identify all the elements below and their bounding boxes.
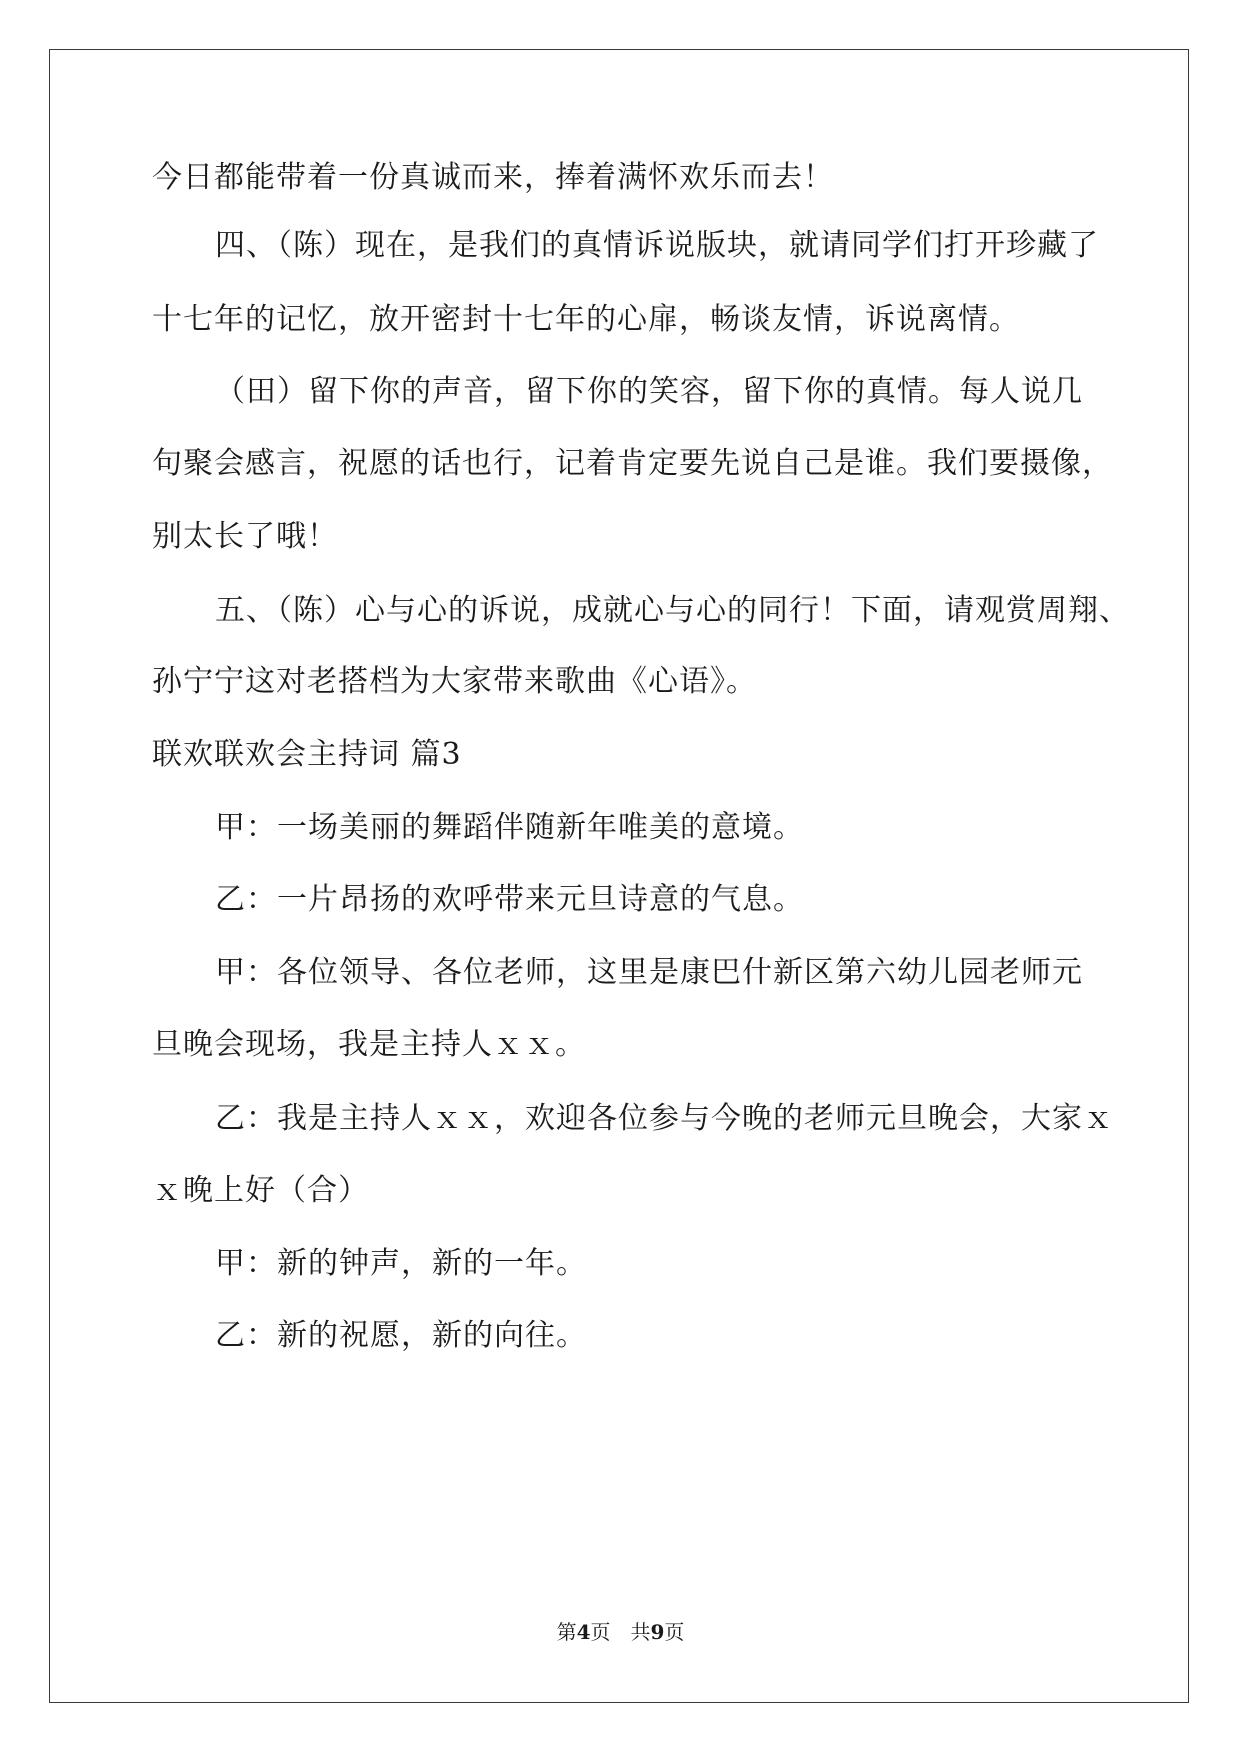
current-page-number: 4 xyxy=(576,1620,591,1644)
body-line: 五、（陈）心与心的诉说，成就心与心的同行！下面，请观赏周翔、 xyxy=(215,593,1130,628)
body-line: 今日都能带着一份真诚而来，捧着满怀欢乐而去！ xyxy=(152,160,834,195)
body-line: 甲：新的钟声，新的一年。 xyxy=(215,1246,587,1281)
body-line: 孙宁宁这对老搭档为大家带来歌曲《心语》。 xyxy=(152,664,757,699)
page-footer xyxy=(0,1620,1241,1644)
body-line: 句聚会感言，祝愿的话也行，记着肯定要先说自己是谁。我们要摄像， xyxy=(152,446,1113,481)
footer-suffix: 页 xyxy=(664,1620,685,1644)
section-heading: 联欢联欢会主持词 篇3 xyxy=(152,737,462,772)
body-line: 乙：一片昂扬的欢呼带来元旦诗意的气息。 xyxy=(215,882,804,917)
total-pages-number: 9 xyxy=(650,1620,665,1644)
body-line: ｘ晚上好（合） xyxy=(152,1173,369,1208)
body-line: 乙：新的祝愿，新的向往。 xyxy=(215,1318,587,1353)
body-line: 甲：各位领导、各位老师，这里是康巴什新区第六幼儿园老师元 xyxy=(215,955,1083,990)
body-line: （田）留下你的声音，留下你的笑容，留下你的真情。每人说几 xyxy=(215,374,1083,409)
body-line: 乙：我是主持人ｘｘ，欢迎各位参与今晚的老师元旦晚会，大家ｘ xyxy=(215,1101,1114,1136)
body-line: 旦晚会现场，我是主持人ｘｘ。 xyxy=(152,1027,586,1062)
body-line: 四、（陈）现在，是我们的真情诉说版块，就请同学们打开珍藏了 xyxy=(215,228,1099,263)
footer-prefix: 第 xyxy=(556,1620,577,1644)
page-border xyxy=(49,49,1189,1703)
footer-mid: 页 共 xyxy=(590,1620,651,1644)
body-line: 甲：一场美丽的舞蹈伴随新年唯美的意境。 xyxy=(215,810,804,845)
body-line: 十七年的记忆，放开密封十七年的心扉，畅谈友情，诉说离情。 xyxy=(152,302,1020,337)
body-line: 别太长了哦！ xyxy=(152,519,338,554)
